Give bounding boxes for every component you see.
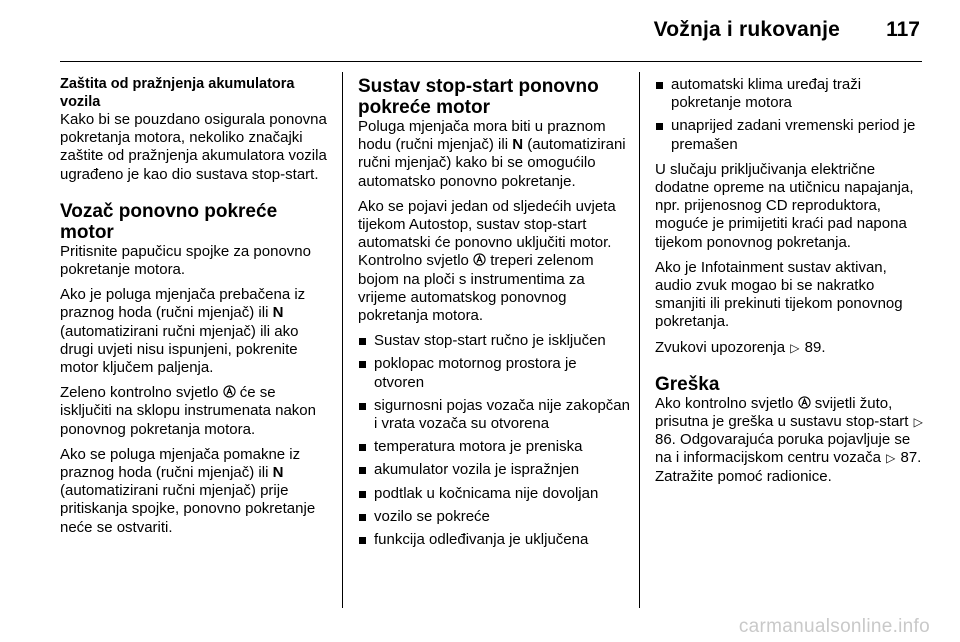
column-divider-1 [342, 72, 343, 608]
paragraph-infotainment: Ako je Infotainment sustav aktivan, audio zvuk mogao bi se nakratko smanjiti ili prekinuti tijekom ponovnog pokretanja. [655, 258, 903, 331]
page-number: 117 [886, 18, 920, 41]
text-span: Poluga mjenjača mora biti u praznom hodu (ručni mjenjač) ili [358, 118, 606, 154]
heading-driver-restart: Vozač ponovno pokreće motor [60, 200, 278, 243]
paragraph-fault [655, 395, 925, 486]
text-span: Ako je poluga mjenjača prebačena iz praznog hoda (ručni mjenjač) ili [60, 286, 306, 322]
text-span: Odgovarajuća poruka pojavljuje se na i informacijskom centru vozača [655, 431, 911, 467]
section-title: Vožnja i rukovanje [653, 18, 840, 41]
paragraph-conditions [358, 198, 630, 325]
list-item: poklopac motornog prostora je otvoren [358, 355, 630, 391]
restart-conditions-list-cont [655, 76, 925, 154]
list-item: vozilo se pokreće [358, 508, 630, 526]
text-span: će se isključiti na sklopu instrumenata nakon ponovnog pokretanja motora. [60, 384, 316, 438]
list-item: temperatura motora je preniska [358, 438, 630, 456]
text-span: (automatizirani ručni mjenjač) kako bi se omogućilo automatsko ponovno pokretanje. [358, 136, 626, 190]
text-span: (automatizirani ručni mjenjač) prije pritiskanja spojke, ponovno pokretanje neće se ostvariti. [60, 482, 316, 536]
text-span: svijetli žuto, prisutna je greška u sustavu stop-start [655, 394, 913, 431]
list-item: automatski klima uređaj traži pokretanje motora [655, 76, 925, 112]
paragraph-clutch: Pritisnite papučicu spojke za ponovno pokretanje motora. [60, 242, 311, 279]
restart-conditions-list [358, 332, 630, 549]
page-header [0, 0, 960, 62]
page-reference[interactable]: 89. [804, 338, 826, 356]
page-reference-arrow-icon: ▷ [886, 451, 896, 466]
paragraph-lever [60, 286, 328, 377]
heading-battery-protection: Zaštita od pražnjenja akumulatora vozila [60, 76, 295, 110]
text-span: Ako se pojavi jedan od sljedećih uvjeta tijekom Autostop, sustav stop-start automatski će ponovno uključiti motor. Kontrolno svjetlo [358, 197, 616, 270]
header-divider [60, 61, 922, 62]
column-divider-2 [639, 72, 640, 608]
page-reference[interactable]: 87. [900, 449, 922, 467]
text-span: Zeleno kontrolno svjetlo [60, 384, 223, 402]
gear-n-label: N [272, 464, 284, 482]
page-reference-arrow-icon: ▷ [790, 340, 800, 355]
column-3 [655, 76, 925, 493]
text-span: (automatizirani ručni mjenjač) ili ako drugi uvjeti nisu ispunjeni, pokrenite motor ključem paljenja. [60, 322, 299, 377]
list-item: podtlak u kočnicama nije dovoljan [358, 485, 630, 503]
list-item: funkcija odleđivanja je uključena [358, 531, 630, 549]
paragraph-electric-accessories: U slučaju priključivanja električne dodatne opreme na utičnicu napajanja, npr. prijenosnog CD reproduktora, moguće je primijetiti kraći pad napona tijekom ponovnog pokretanja. [655, 160, 914, 251]
autostop-a-icon [798, 396, 811, 409]
gear-n-label: N [512, 136, 524, 154]
column-2 [358, 76, 630, 556]
paragraph-battery: Kako bi se pouzdano osigurala ponovna pokretanja motora, nekoliko značajki zaštite od pražnjenja akumulatora vozila ugrađeno je kao dio sustava stop-start. [60, 111, 327, 183]
heading-system-restart: Sustav stop-start ponovno pokreće motor [358, 76, 599, 118]
text-span: Zatražite pomoć radionice. [655, 467, 832, 485]
paragraph-green-light [60, 384, 328, 439]
column-1 [60, 76, 328, 544]
text-span: treperi zelenom bojom na ploči s instrumentima za vrijeme automatskog ponovnog pokretanja motora. [358, 252, 594, 325]
heading-fault: Greška [655, 373, 720, 395]
paragraph-warning-chimes [655, 339, 925, 357]
text-span: Ako kontrolno svjetlo [655, 394, 798, 412]
page-reference[interactable]: 86. [655, 431, 676, 449]
page-reference-arrow-icon: ▷ [913, 415, 923, 430]
list-item: sigurnosni pojas vozača nije zakopčan i vrata vozača su otvorena [358, 397, 630, 433]
watermark: carmanualsonline.info [738, 616, 930, 637]
text-span: Zvukovi upozorenja [655, 338, 790, 356]
text-span: Ako se poluga mjenjača pomakne iz praznog hoda (ručni mjenjač) ili [60, 445, 301, 482]
paragraph-lever-moved [60, 446, 328, 537]
autostop-a-icon [473, 253, 486, 266]
list-item: Sustav stop-start ručno je isključen [358, 332, 630, 350]
paragraph-neutral [358, 118, 630, 191]
gear-n-label: N [272, 304, 284, 322]
list-item: akumulator vozila je ispražnjen [358, 461, 630, 479]
autostop-a-icon [223, 385, 236, 398]
list-item: unaprijed zadani vremenski period je premašen [655, 117, 925, 153]
